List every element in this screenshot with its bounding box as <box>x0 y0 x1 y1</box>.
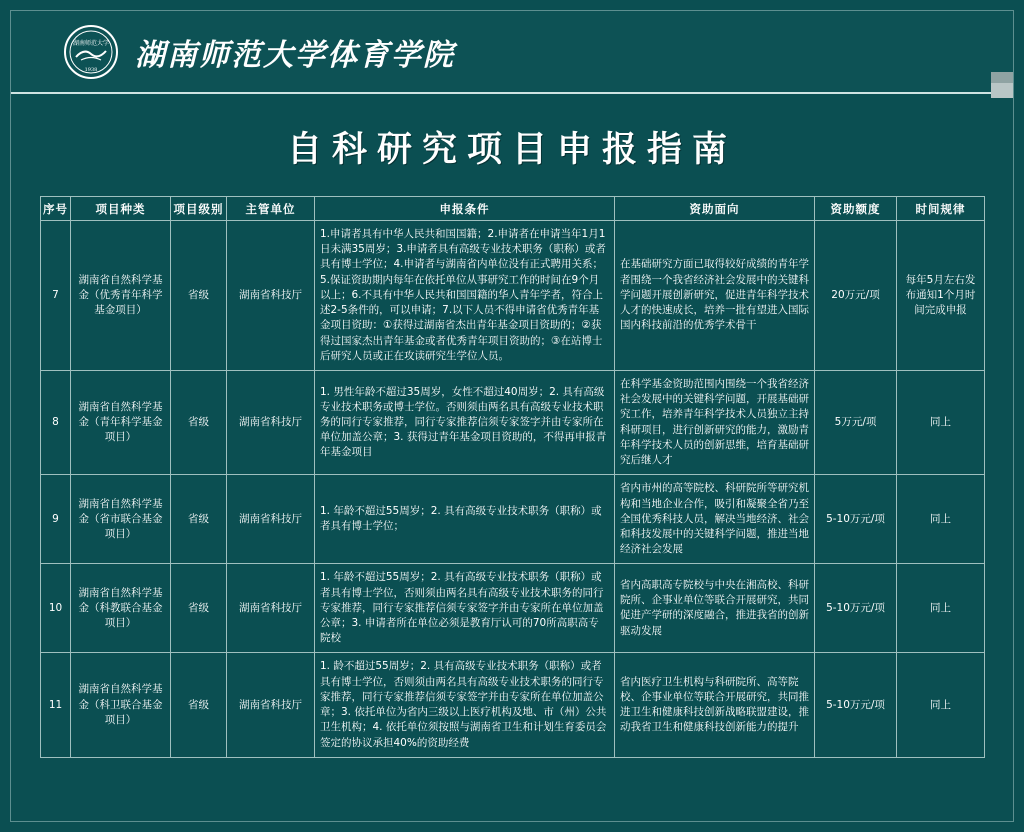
cell-amount: 5-10万元/项 <box>815 564 897 653</box>
cell-scope: 省内医疗卫生机构与科研院所、高等院校、企事业单位等联合开展研究，共同推进卫生和健康科技创新战略联盟建设，推动我省卫生和健康科技创新能力的提升 <box>615 653 815 757</box>
col-header-dept: 主管单位 <box>227 197 315 221</box>
cell-scope: 在科学基金资助范围内围绕一个我省经济社会发展中的关键科学问题，开展基础研究工作，培养青年科学技术人员独立主持科研项目，进行创新研究的能力，激励青年科学技术人员的创新思维，培育基础研究后继人才 <box>615 370 815 474</box>
cell-idx: 11 <box>41 653 71 757</box>
cell-cond: 1. 男性年龄不超过35周岁，女性不超过40周岁；2. 具有高级专业技术职务或博士学位。否则须由两名具有高级专业技术职务的同行专家推荐，同行专家推荐信须专家签字并由专家所在单位加盖公章；3. 获得过青年基金项目资助的，不得再申报青年基金项目 <box>315 370 615 474</box>
cell-dept: 湖南省科技厅 <box>227 564 315 653</box>
cell-level: 省级 <box>171 370 227 474</box>
col-header-level: 项目级别 <box>171 197 227 221</box>
cell-idx: 8 <box>41 370 71 474</box>
table-row <box>41 370 985 474</box>
cell-cond: 1. 年龄不超过55周岁；2. 具有高级专业技术职务（职称）或者具有博士学位； <box>315 475 615 564</box>
cell-level: 省级 <box>171 221 227 371</box>
cell-dept: 湖南省科技厅 <box>227 653 315 757</box>
table-row <box>41 564 985 653</box>
cell-idx: 7 <box>41 221 71 371</box>
cell-dept: 湖南省科技厅 <box>227 221 315 371</box>
cell-scope: 省内高职高专院校与中央在湘高校、科研院所、企事业单位等联合开展研究，共同促进产学研的深度融合，推进我省的创新驱动发展 <box>615 564 815 653</box>
cell-time: 每年5月左右发布通知1个月时间完成申报 <box>897 221 985 371</box>
cell-kind: 湖南省自然科学基金（青年科学基金项目） <box>71 370 171 474</box>
cell-amount: 20万元/项 <box>815 221 897 371</box>
guide-table <box>40 196 985 758</box>
cell-time: 同上 <box>897 653 985 757</box>
university-name: 湖南师范大学体育学院 <box>135 37 455 73</box>
cell-amount: 5万元/项 <box>815 370 897 474</box>
col-header-time: 时间规律 <box>897 197 985 221</box>
cell-cond: 1. 龄不超过55周岁；2. 具有高级专业技术职务（职称）或者具有博士学位，否则须由两名具有高级专业技术职务的同行专家推荐，同行专家推荐信须专家签字并由专家所在单位加盖公章；3. 依托单位为省内三级以上医疗机构及地、市（州）公共卫生机构；4. 依托单位须按照与湖南省卫生和计划生育委员会签定的协议承担40%的资助经费 <box>315 653 615 757</box>
table-row <box>41 221 985 371</box>
cell-level: 省级 <box>171 653 227 757</box>
cell-amount: 5-10万元/项 <box>815 653 897 757</box>
cell-scope: 在基础研究方面已取得较好成绩的青年学者围绕一个我省经济社会发展中的关键科学问题开展创新研究，促进青年科学技术人才的快速成长，培养一批有望进入国际国内科技前沿的优秀学术骨干 <box>615 221 815 371</box>
svg-text:湖南师范大学: 湖南师范大学 <box>72 39 110 47</box>
page-title: 自科研究项目申报指南 <box>286 129 737 170</box>
table-row <box>41 653 985 757</box>
col-header-scope: 资助面向 <box>615 197 815 221</box>
cell-idx: 10 <box>41 564 71 653</box>
cell-scope: 省内市州的高等院校、科研院所等研究机构和当地企业合作，吸引和凝聚全省乃至全国优秀科技人员，解决当地经济、社会和科技发展中的关键科学问题，推进当地经济社会发展 <box>615 475 815 564</box>
cell-cond: 1. 年龄不超过55周岁；2. 具有高级专业技术职务（职称）或者具有博士学位，否则须由两名具有高级专业技术职务的同行专家推荐，同行专家推荐信须专家签字并由专家所在单位加盖公章；3. 申请者所在单位必须是教育厅认可的70所高职高专院校 <box>315 564 615 653</box>
cell-idx: 9 <box>41 475 71 564</box>
cell-cond: 1.申请者具有中华人民共和国国籍；2.申请者在申请当年1月1日未满35周岁；3.申请者具有高级专业技术职务（职称）或者具有博士学位；4.申请者与湖南省内单位没有正式聘用关系；5.保证资助期内每年在依托单位从事研究工作的时间在9个月以上；6.不具有中华人民共和国国籍的华人青年学者，符合上述2-5条件的，可以申请；7.以下人员不得申请省优秀青年基金项目资助：①获得过湖南省杰出青年基金项目资助的；②获得过国家杰出青年基金或者优秀青年项目资助的；③在站博士后研究人员或正在攻读研究生学位人员。 <box>315 221 615 371</box>
svg-text:1938: 1938 <box>84 66 98 73</box>
page-header <box>11 11 1013 94</box>
cell-dept: 湖南省科技厅 <box>227 370 315 474</box>
col-header-idx: 序号 <box>41 197 71 221</box>
header-corner-tab-top <box>991 72 1013 83</box>
col-header-amount: 资助额度 <box>815 197 897 221</box>
guide-table-container <box>40 196 984 758</box>
cell-kind: 湖南省自然科学基金（科卫联合基金项目） <box>71 653 171 757</box>
cell-time: 同上 <box>897 475 985 564</box>
cell-dept: 湖南省科技厅 <box>227 475 315 564</box>
cell-time: 同上 <box>897 370 985 474</box>
cell-kind: 湖南省自然科学基金（优秀青年科学基金项目） <box>71 221 171 371</box>
table-header-row <box>41 197 985 221</box>
col-header-cond: 申报条件 <box>315 197 615 221</box>
col-header-kind: 项目种类 <box>71 197 171 221</box>
cell-amount: 5-10万元/项 <box>815 475 897 564</box>
table-row <box>41 475 985 564</box>
cell-level: 省级 <box>171 475 227 564</box>
cell-time: 同上 <box>897 564 985 653</box>
cell-kind: 湖南省自然科学基金（科教联合基金项目） <box>71 564 171 653</box>
cell-level: 省级 <box>171 564 227 653</box>
university-seal-icon <box>63 24 119 80</box>
cell-kind: 湖南省自然科学基金（省市联合基金项目） <box>71 475 171 564</box>
